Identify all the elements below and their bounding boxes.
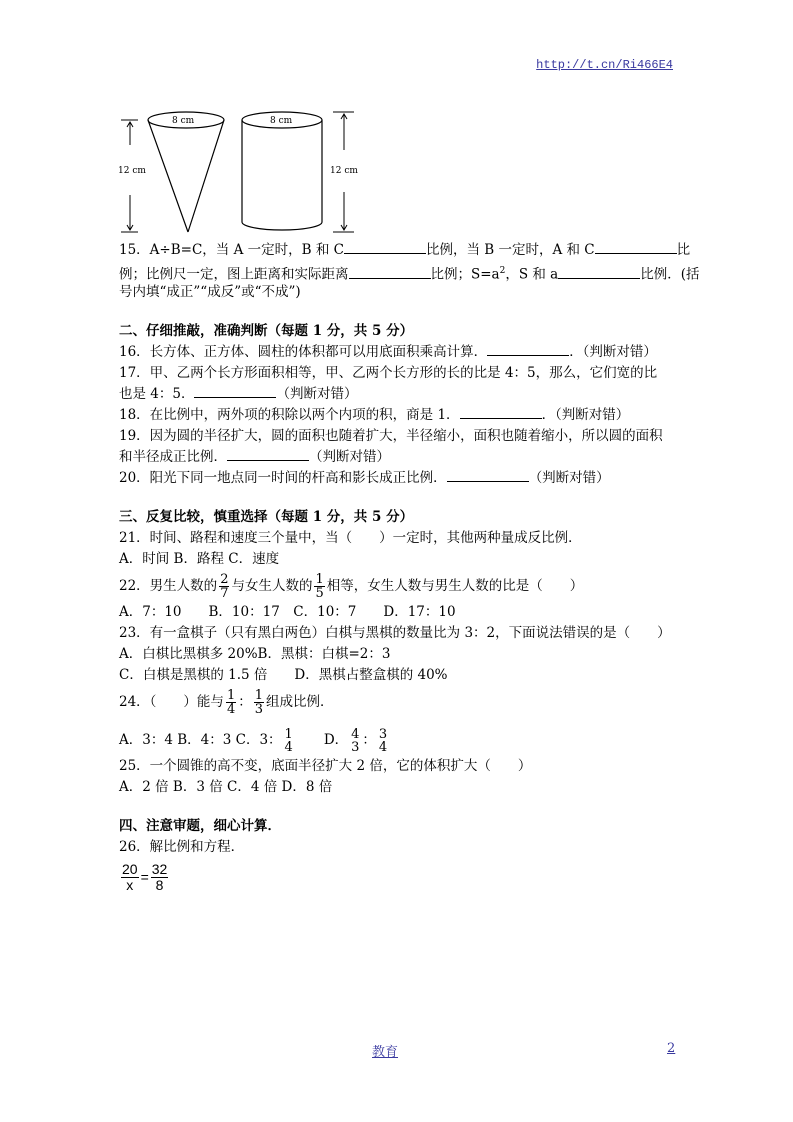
section-2-heading: 二、仔细推敲，准确判断（每题 1 分，共 5 分） <box>119 323 414 339</box>
fraction: $\frac{1}{3}$ <box>254 688 263 717</box>
q24-options: A．3：4 B．4：3 C．3： 1 4 D． 4 3 ： 3 4 <box>119 726 388 755</box>
q26-equation: $\frac{20}{x}$ = $\frac{32}{8}$ <box>122 861 168 893</box>
answer-blank[interactable] <box>447 469 529 482</box>
cone-top-label: 8 cm <box>172 116 195 126</box>
cone-side-label: 12 cm <box>118 166 146 176</box>
fraction: $\frac{1}{4}$ <box>226 688 236 717</box>
answer-blank[interactable] <box>558 266 640 279</box>
answer-blank[interactable] <box>487 343 569 356</box>
fraction: $\frac{20}{x}$ <box>122 861 138 893</box>
q21: 21．时间、路程和速度三个量中，当（ ）一定时，其他两种量成反比例． <box>119 530 582 546</box>
fraction: $\frac{32}{8}$ <box>151 861 168 893</box>
question-content <box>119 240 700 902</box>
answer-blank[interactable] <box>194 385 276 398</box>
q23: 23．有一盒棋子（只有黑白两色）白棋与黑棋的数量比为 3：2，下面说法错误的是（ ） <box>119 625 671 641</box>
q18: 18．在比例中，两外项的积除以两个内项的积，商是 1． ．（判断对错） <box>119 407 630 423</box>
cone-shape <box>148 112 224 232</box>
section-4-heading: 四、注意审题，细心计算． <box>119 818 281 834</box>
fraction: 1 4 <box>284 726 293 755</box>
answer-blank[interactable] <box>349 266 431 279</box>
header-link[interactable]: http://t.cn/Ri466E4 <box>536 58 673 72</box>
q23-options-1: A．白棋比黑棋多 20%B．黑棋：白棋=2：3 <box>119 646 391 662</box>
answer-blank[interactable] <box>227 448 309 461</box>
q15-line3: 号内填“成正”“成反”或“不成”) <box>119 284 301 300</box>
q16: 16．长方体、正方体、圆柱的体积都可以用底面积乘高计算． ．（判断对错） <box>119 344 657 360</box>
q22-options: A．7：10 B．10：17 C．10：7 D．17：10 <box>119 604 456 620</box>
cone-cylinder-figure <box>118 100 368 240</box>
fraction: 3 4 <box>378 726 388 755</box>
q25: 25．一个圆锥的高不变，底面半径扩大 2 倍，它的体积扩大（ ） <box>119 758 532 774</box>
q26: 26．解比例和方程． <box>119 839 245 855</box>
q17-line2: 也是 4：5． （判断对错） <box>119 386 358 402</box>
q20: 20．阳光下同一地点同一时间的杆高和影长成正比例． （判断对错） <box>119 470 610 486</box>
q17-line1: 17．甲、乙两个长方形面积相等，甲、乙两个长方形的长的比是 4：5，那么，它们宽的比 <box>119 365 658 381</box>
answer-blank[interactable] <box>460 406 542 419</box>
cylinder-top-label: 8 cm <box>270 116 293 126</box>
fraction: $\frac{2}{7}$ <box>220 572 229 601</box>
fraction: 4 3 <box>351 726 360 755</box>
section-3-heading: 三、反复比较，慎重选择（每题 1 分，共 5 分） <box>119 509 414 525</box>
q25-options: A．2 倍 B．3 倍 C．4 倍 D．8 倍 <box>119 779 333 795</box>
q15-line1: 15．A÷B=C，当 A 一定时，B 和 C 比例，当 B 一定时，A 和 C 比 <box>119 242 691 258</box>
q23-options-2: C．白棋是黑棋的 1.5 倍 D．黑棋占整盒棋的 40% <box>119 667 448 683</box>
cone-height-marker <box>121 120 138 232</box>
cylinder-side-label: 12 cm <box>330 166 358 176</box>
footer-link[interactable]: 教育 <box>372 1045 399 1060</box>
q19-line2: 和半径成正比例． （判断对错） <box>119 449 390 465</box>
q15-line2: 例；比例尺一定，图上距离和实际距离 比例；$S=a^2$，S 和 a 比例．(括 <box>119 266 700 283</box>
answer-blank[interactable] <box>595 241 677 254</box>
cylinder-shape <box>242 112 322 230</box>
page-number: 2 <box>667 1041 676 1056</box>
q21-options: A．时间 B．路程 C．速度 <box>119 551 280 567</box>
fraction: $\frac{1}{5}$ <box>315 572 324 601</box>
q24: 24．（ ）能与 $\frac{1}{4}$ ： $\frac{1}{3}$ 组成比例． <box>119 688 334 717</box>
q22: 22．男生人数的 $\frac{2}{7}$ 与女生人数的 $\frac{1}{5}$ 相等，女生人数与男生人数的比是（ ） <box>119 572 584 601</box>
answer-blank[interactable] <box>344 241 426 254</box>
q19-line1: 19．因为圆的半径扩大，圆的面积也随着扩大，半径缩小，面积也随着缩小，所以圆的面积 <box>119 428 663 444</box>
